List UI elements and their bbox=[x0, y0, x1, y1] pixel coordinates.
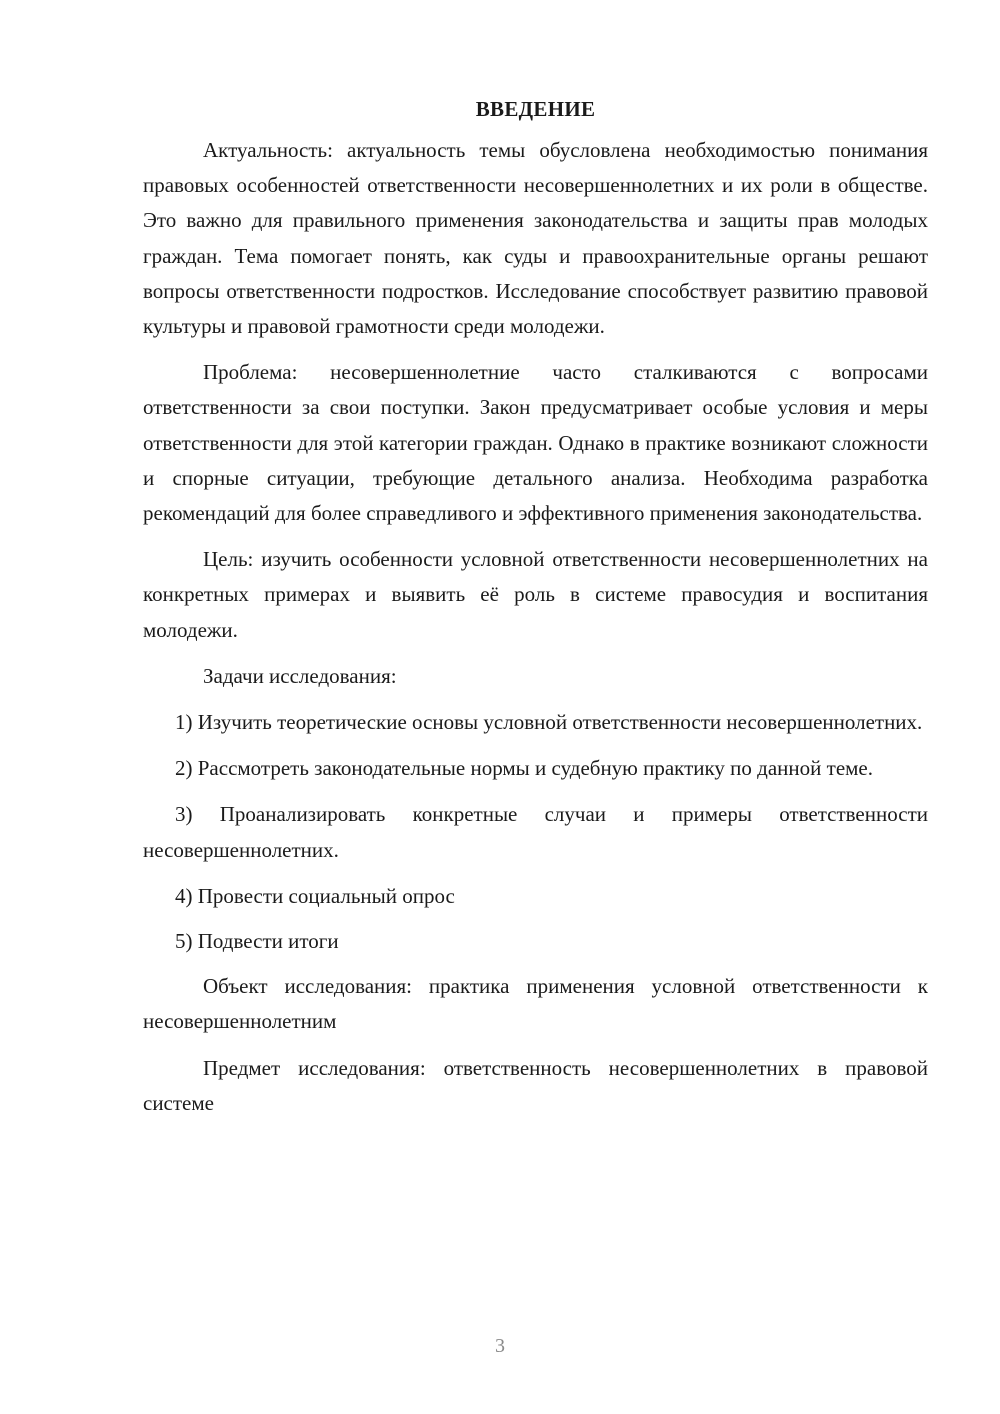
problem-paragraph: Проблема: несовершеннолетние часто сталкиваются с вопросами ответственности за свои поступки. Закон предусматривает особые условия и меры ответственности для этой категории граждан. Однако в практике возникают сложности и спорные ситуации, требующие детального анализа. Необходима разработка рекомендаций для более справедливого и эффективного применения законодательства. bbox=[143, 360, 928, 526]
tasks-list bbox=[143, 705, 928, 959]
task-item: 3) Проанализировать конкретные случаи и примеры ответственности несовершеннолетних. bbox=[143, 802, 928, 862]
subject-paragraph: Предмет исследования: ответственность несовершеннолетних в правовой системе bbox=[143, 1055, 928, 1115]
task-item: 5) Подвести итоги bbox=[175, 929, 339, 954]
relevance-paragraph: Актуальность: актуальность темы обусловлена необходимостью понимания правовых особенностей ответственности несовершеннолетних и их роли в обществе. Это важно для правильного применения законодательства и защиты прав молодых граждан. Тема помогает понять, как суды и правоохранительные органы решают вопросы ответственности подростков. Исследование способствует развитию правовой культуры и правовой грамотности среди молодежи. bbox=[143, 138, 928, 339]
page-title: ВВЕДЕНИЕ bbox=[475, 97, 596, 121]
page-number: 3 bbox=[495, 1335, 505, 1357]
document-body bbox=[143, 92, 928, 1132]
task-item: 1) Изучить теоретические основы условной ответственности несовершеннолетних. bbox=[175, 710, 923, 735]
task-item: 4) Провести социальный опрос bbox=[175, 883, 455, 908]
goal-paragraph: Цель: изучить особенности условной ответственности несовершеннолетних на конкретных примерах и выявить её роль в системе правосудия и воспитания молодежи. bbox=[143, 547, 928, 642]
task-item: 2) Рассмотреть законодательные нормы и судебную практику по данной теме. bbox=[175, 756, 873, 781]
tasks-heading: Задачи исследования: bbox=[203, 663, 397, 688]
object-paragraph: Объект исследования: практика применения условной ответственности к несовершеннолетним bbox=[143, 974, 928, 1034]
